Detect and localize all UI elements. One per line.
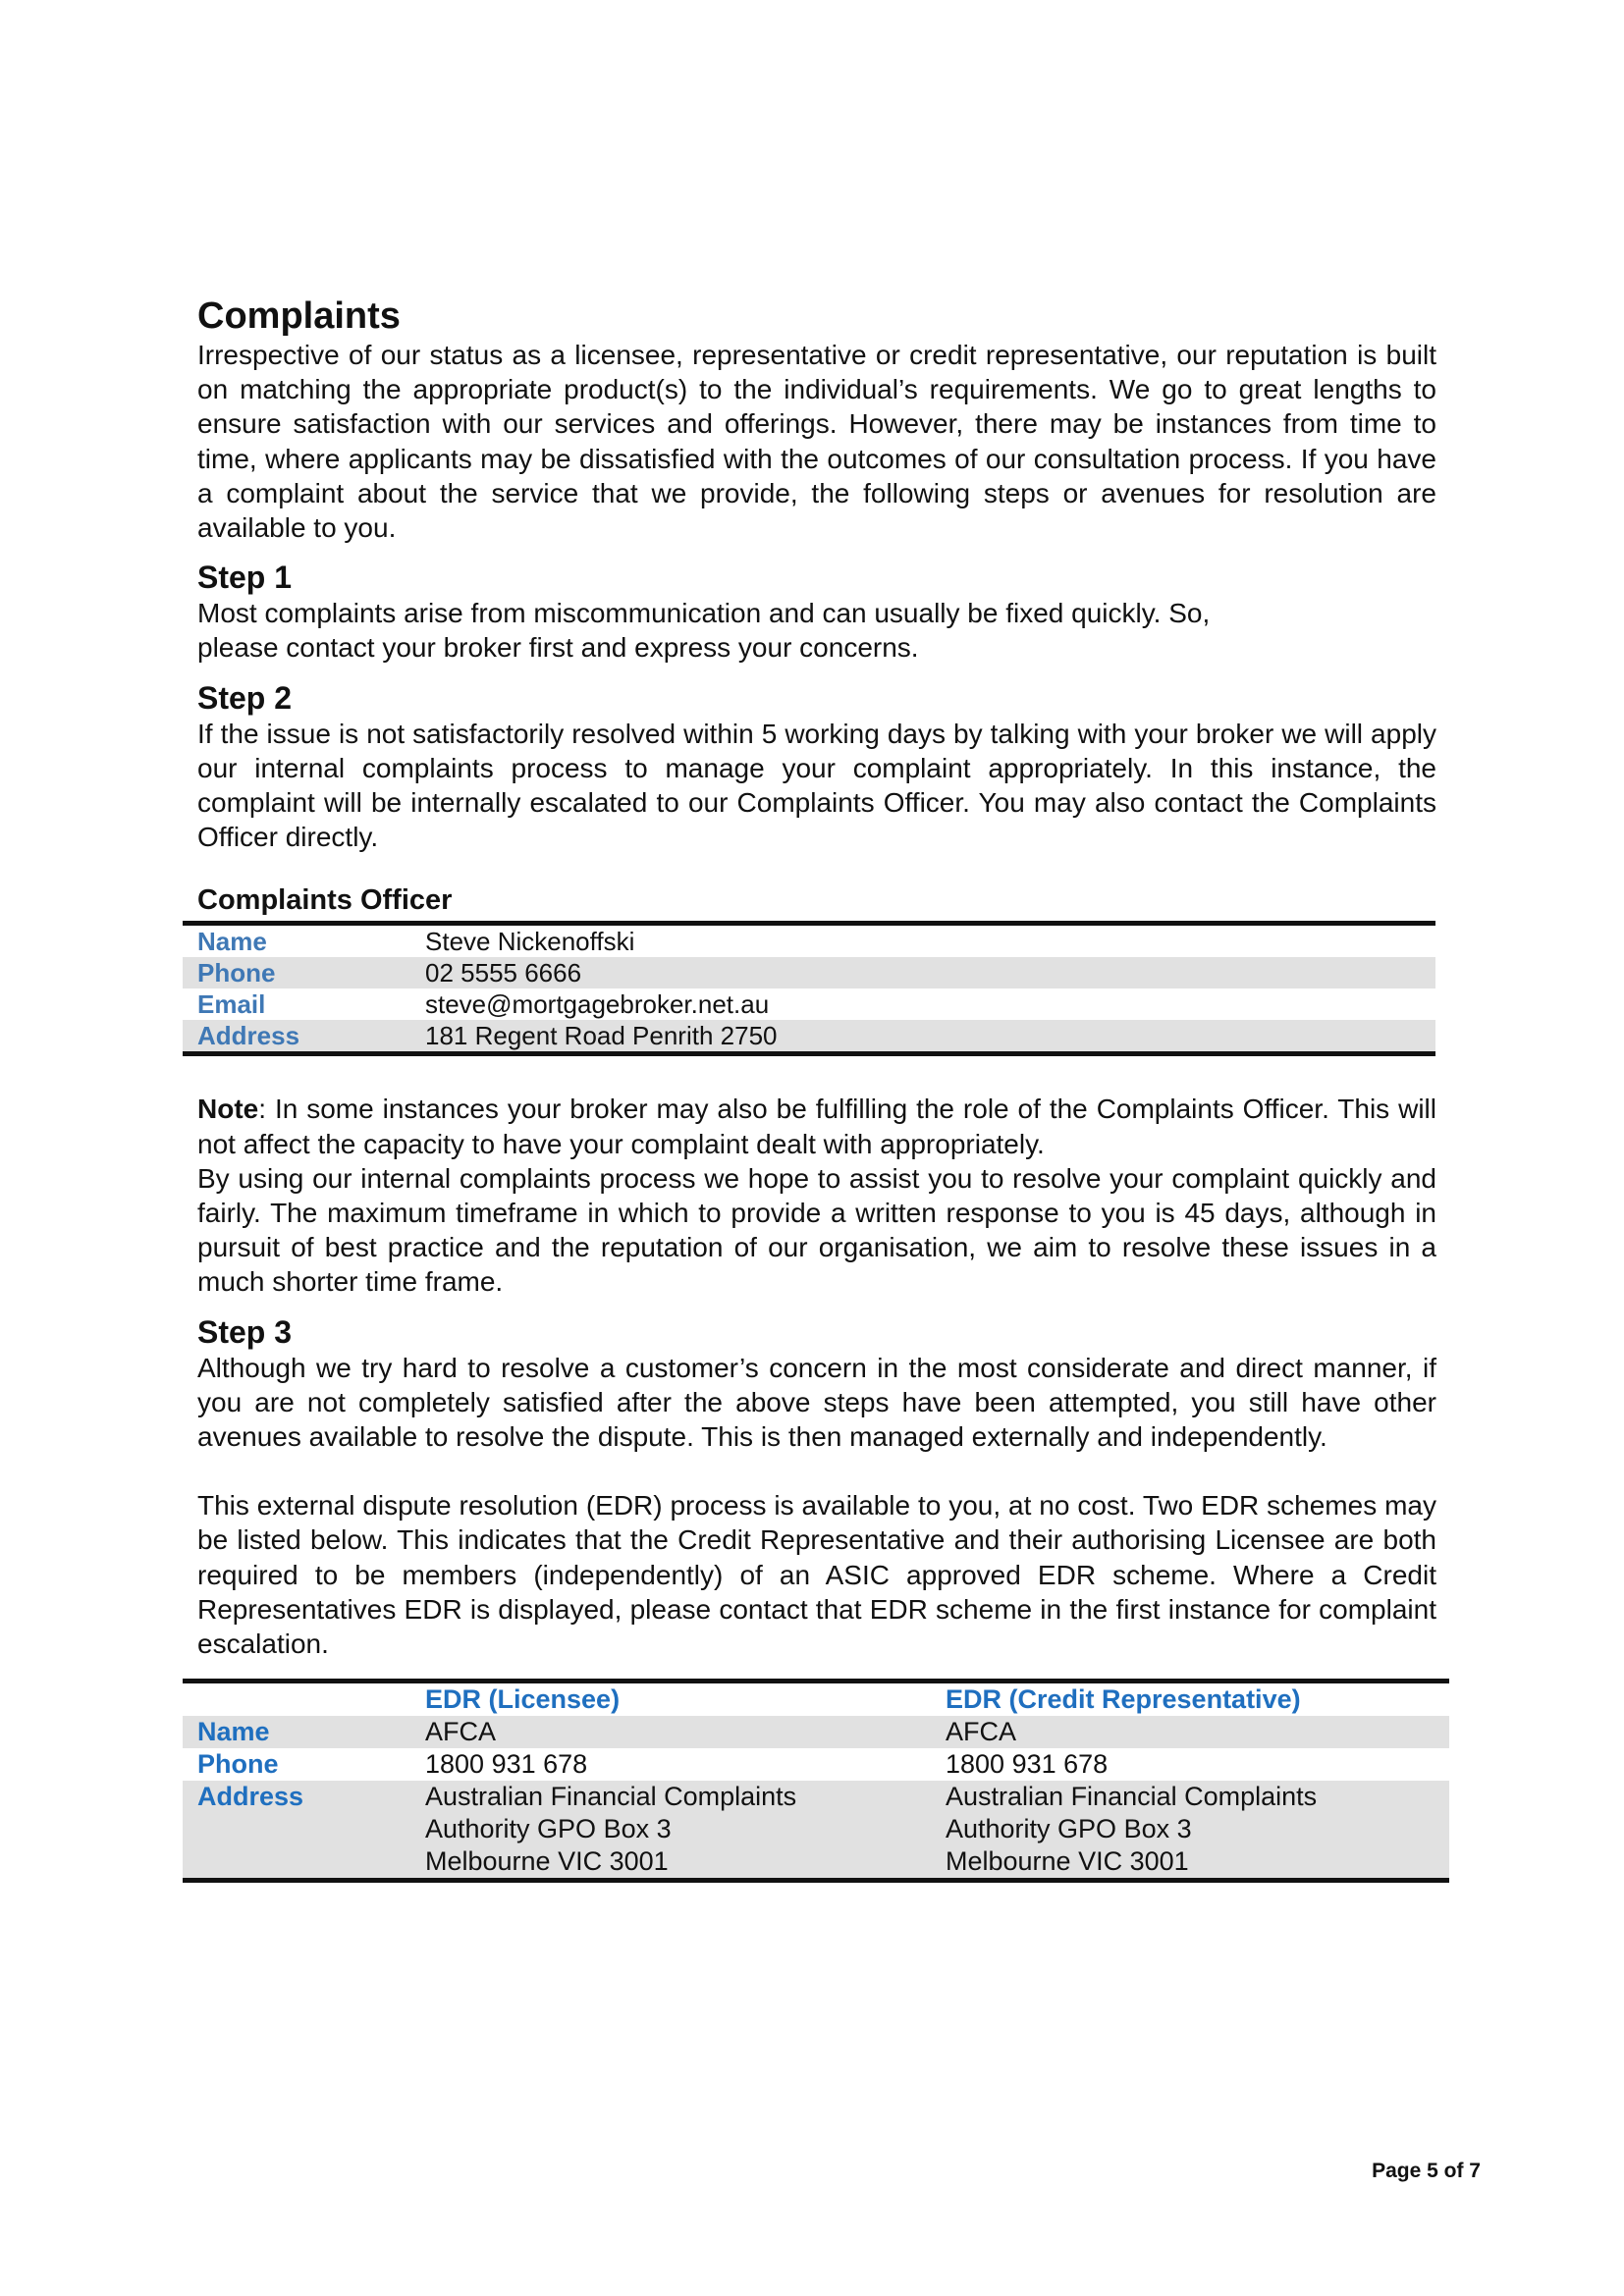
note-text: : In some instances your broker may also be fulfilling the role of the Complaints Officer. This will not affect the capacity to have your complaint dealt with appropriately.: [197, 1094, 1436, 1159]
officer-label-name: Name: [197, 927, 267, 957]
edr-licensee-address-line1: Australian Financial Complaints: [425, 1782, 797, 1812]
table-row: [183, 1781, 1449, 1881]
step1-line2: please contact your broker first and express your concerns.: [197, 632, 919, 664]
table-row: [183, 957, 1435, 988]
officer-value-name: Steve Nickenoffski: [425, 927, 635, 957]
officer-label-phone: Phone: [197, 958, 276, 988]
officer-table-title: Complaints Officer: [197, 884, 453, 917]
edr-label-name: Name: [197, 1717, 270, 1747]
step1-line1: Most complaints arise from miscommunication and can usually be fixed quickly. So,: [197, 598, 1211, 629]
step1-heading: Step 1: [197, 560, 293, 596]
intro-paragraph: Irrespective of our status as a licensee, representative or credit representative, our reputation is built on matching the appropriate product(s) to the individual’s requirements. We go to great lengths to ensure satisfaction with our services and offerings. However, there may be instances from time to time, where applicants may be dissatisfied with the outcomes of our consultation process. If you have a complaint about the service that we provide, the following steps or avenues for resolution are available to you.: [197, 340, 1436, 544]
edr-label-address: Address: [197, 1782, 304, 1812]
note-label: Note: [197, 1094, 259, 1125]
edr-credit-rep-header: EDR (Credit Representative): [946, 1684, 1301, 1715]
edr-licensee-address: [425, 1781, 946, 1881]
table-row: [183, 1748, 1449, 1781]
table-row: [183, 924, 1435, 958]
table-row: [183, 1020, 1435, 1054]
note-paragraph: [197, 1092, 1436, 1160]
edr-credit-rep-phone: 1800 931 678: [946, 1749, 1109, 1780]
edr-credit-rep-address: [946, 1781, 1449, 1881]
edr-licensee-address-line2: Authority GPO Box 3: [425, 1814, 672, 1844]
page-heading: Complaints: [197, 295, 401, 337]
internal-process-paragraph: By using our internal complaints process we hope to assist you to resolve your complaint quickly and fairly. The maximum timeframe in which to provide a written response to you is 45 days, although in pursuit of best practice and the reputation of our organisation, we aim to resolve these issues in a much shorter time frame.: [197, 1162, 1436, 1298]
edr-credit-rep-address-line2: Authority GPO Box 3: [946, 1814, 1192, 1844]
edr-licensee-phone: 1800 931 678: [425, 1749, 588, 1780]
officer-value-address: 181 Regent Road Penrith 2750: [425, 1021, 778, 1051]
complaints-officer-table: [183, 921, 1435, 1056]
step3-paragraph: Although we try hard to resolve a customer’s concern in the most considerate and direct manner, if you are not completely satisfied after the above steps have been attempted, you still have other avenues available to resolve the dispute. This is then managed externally and independently.: [197, 1352, 1436, 1453]
table-row: [183, 988, 1435, 1020]
page-number: Page 5 of 7: [1372, 2160, 1481, 2182]
step2-paragraph: If the issue is not satisfactorily resolved within 5 working days by talking with your broker we will apply our internal complaints process to manage your complaint appropriately. In this instance, the complaint will be internally escalated to our Complaints Officer. You may also contact the Complaints Officer directly.: [197, 718, 1436, 853]
edr-licensee-name: AFCA: [425, 1717, 497, 1747]
edr-table: [183, 1679, 1449, 1883]
step2-heading: Step 2: [197, 679, 293, 716]
table-row: [183, 1682, 1449, 1717]
edr-licensee-header: EDR (Licensee): [425, 1684, 621, 1715]
step3-heading: Step 3: [197, 1313, 293, 1350]
table-row: [183, 1716, 1449, 1748]
edr-licensee-address-line3: Melbourne VIC 3001: [425, 1846, 669, 1877]
edr-credit-rep-name: AFCA: [946, 1717, 1017, 1747]
officer-label-address: Address: [197, 1021, 300, 1051]
page-content: [197, 294, 1436, 1883]
officer-value-email: steve@mortgagebroker.net.au: [425, 989, 770, 1020]
edr-label-phone: Phone: [197, 1749, 279, 1780]
edr-credit-rep-address-line3: Melbourne VIC 3001: [946, 1846, 1189, 1877]
edr-credit-rep-address-line1: Australian Financial Complaints: [946, 1782, 1318, 1812]
edr-paragraph: This external dispute resolution (EDR) process is available to you, at no cost. Two EDR schemes may be listed below. This indicates that the Credit Representative and their authorising Licensee are both required to be members (independently) of an ASIC approved EDR scheme. Where a Credit Representatives EDR is displayed, please contact that EDR scheme in the first instance for complaint escalation.: [197, 1490, 1436, 1660]
officer-value-phone: 02 5555 6666: [425, 958, 582, 988]
officer-label-email: Email: [197, 989, 266, 1020]
